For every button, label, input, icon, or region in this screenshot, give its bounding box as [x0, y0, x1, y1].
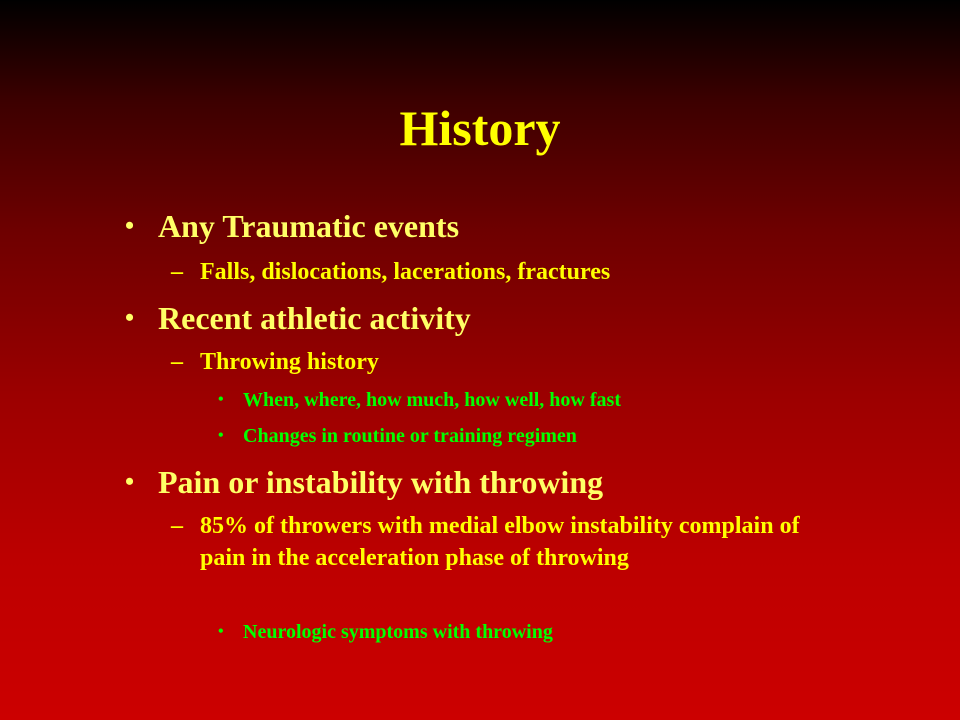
- subbullet-text: 85% of throwers with medial elbow instability complain of pain in the acceleration phase of throwing: [200, 513, 800, 571]
- bullet-text: Any Traumatic events: [158, 208, 460, 244]
- slide-title: History: [399, 100, 561, 156]
- bullet-marker: •: [218, 391, 224, 408]
- bullet-text: Recent athletic activity: [158, 300, 471, 336]
- bullet-marker: •: [125, 211, 135, 240]
- bullet-marker: •: [218, 427, 224, 444]
- bullet-marker: •: [125, 467, 135, 496]
- bullet-marker: •: [218, 623, 224, 640]
- bullet-marker: •: [125, 303, 135, 332]
- dash-marker: –: [171, 259, 183, 285]
- dash-marker: –: [171, 513, 183, 539]
- subsubbullet-text: Changes in routine or training regimen: [243, 425, 577, 447]
- subbullet-text: Throwing history: [200, 349, 379, 375]
- bullet-text: Pain or instability with throwing: [158, 464, 604, 500]
- subsubbullet-text: When, where, how much, how well, how fast: [243, 389, 621, 411]
- dash-marker: –: [171, 349, 183, 375]
- subbullet-text: Falls, dislocations, lacerations, fractures: [200, 259, 611, 285]
- subsubbullet-text: Neurologic symptoms with throwing: [243, 621, 553, 643]
